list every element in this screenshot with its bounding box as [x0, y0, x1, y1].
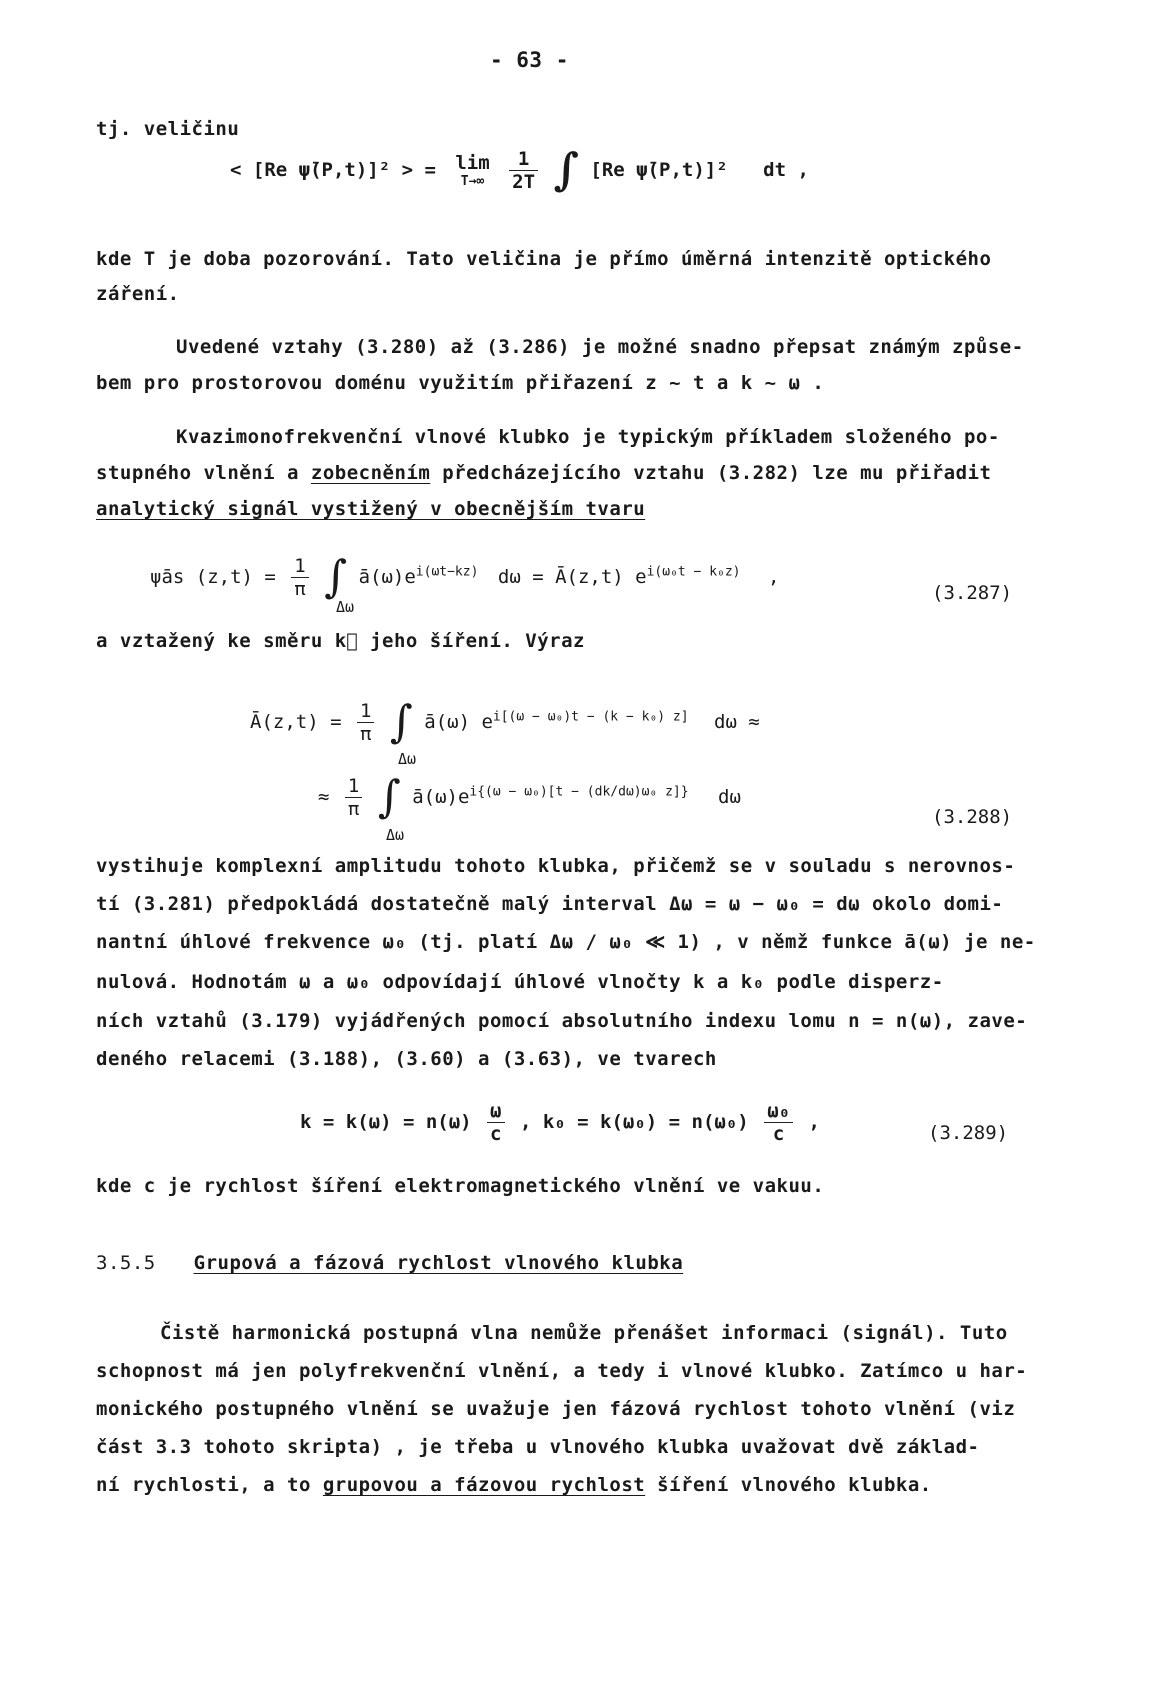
- para7-line2: schopnost má jen polyfrekvenční vlnění, a tedy i vlnové klubko. Zatímco u har-: [96, 1360, 1028, 1382]
- eq287-number: (3.287): [932, 582, 1013, 604]
- eq287-tail: ,: [767, 566, 780, 588]
- eq289-text1: k = k(ω) = n(ω): [300, 1111, 472, 1133]
- equation-time-average: [230, 144, 809, 196]
- eq-integrand: [Re ψ̄(P,t)]²: [590, 159, 728, 181]
- equation-3-287: [150, 551, 780, 603]
- eq288-frac-num-2: 1: [345, 775, 362, 798]
- equation-3-288-line2: [318, 771, 741, 823]
- eq288-number: (3.288): [932, 806, 1013, 828]
- equation-3-288-line1: [250, 696, 760, 748]
- section-title: Grupová a fázová rychlost vlnového klubka: [193, 1252, 684, 1274]
- para6-line: kde c je rychlost šíření elektromagnetického vlnění ve vakuu.: [96, 1175, 825, 1197]
- para7-line5: [96, 1474, 932, 1496]
- para5-line3: nantní úhlové frekvence ω₀ (tj. platí Δω / ω₀ ≪ 1) , v němž funkce ā(ω) je ne-: [96, 931, 1036, 953]
- para5-line4: nulová. Hodnotám ω a ω₀ odpovídají úhlové vlnočty k a k₀ podle disperz-: [96, 971, 944, 993]
- para2-line1: Uvedené vztahy (3.280) až (3.286) je možné snadno přepsat známým způse-: [176, 336, 1024, 358]
- eq287-frac-den: π: [294, 578, 306, 600]
- eq-lim: lim: [455, 152, 490, 174]
- equation-3-289: [300, 1100, 820, 1145]
- eq289-f1-num: ω: [487, 1100, 504, 1123]
- eq-dt: dt ,: [763, 159, 809, 181]
- section-number: 3.5.5: [96, 1252, 156, 1274]
- para3-line2-pre: stupného vlnění a: [96, 462, 311, 484]
- integral-sign: ∫: [553, 144, 579, 196]
- eq289-number: (3.289): [928, 1122, 1009, 1144]
- para3-line2-post: předcházejícího vztahu (3.282) lze mu přiřadit: [430, 462, 992, 484]
- para7-line5-underlined: grupovou a fázovou rychlost: [322, 1474, 646, 1496]
- para4-line: a vztažený ke směru k⃗ jeho šíření. Výraz: [96, 630, 585, 652]
- eq288-frac-den: π: [359, 723, 372, 745]
- integral-sign: ∫: [377, 771, 401, 823]
- eq288-fraction-2: [345, 775, 362, 820]
- para5-line1: vystihuje komplexní amplitudu tohoto klubka, přičemž se v souladu s nerovnos-: [96, 855, 1016, 877]
- para7-line4: část 3.3 tohoto skripta) , je třeba u vlnového klubka uvažovat dvě základ-: [96, 1436, 980, 1458]
- page-number: - 63 -: [490, 48, 569, 72]
- para3-line2: [96, 462, 991, 484]
- eq289-text2: , k₀ = k(ω₀) = n(ω₀): [519, 1111, 749, 1133]
- para5-line2: tí (3.281) předpokládá dostatečně malý interval Δω = ω − ω₀ = dω okolo domi-: [96, 893, 1004, 915]
- eq288-fraction-1: [357, 700, 374, 745]
- section-heading: [96, 1252, 683, 1274]
- eq288-d2: dω: [718, 786, 741, 808]
- eq288-delta-omega-1: Δω: [398, 750, 417, 768]
- eq289-fraction-2: [764, 1100, 793, 1145]
- eq288-approx: ≈: [318, 786, 330, 808]
- eq288-d1: dω ≈: [714, 711, 760, 733]
- eq289-fraction-1: [487, 1100, 504, 1145]
- eq-lim-sub: T→∞: [460, 174, 485, 189]
- para7-line5-pre: ní rychlosti, a to: [96, 1474, 323, 1496]
- eq287-fraction: [291, 555, 308, 600]
- eq-fraction: [509, 148, 538, 193]
- eq289-f2-num: ω₀: [764, 1100, 793, 1123]
- para3-line1: Kvazimonofrekvenční vlnové klubko je typickým příkladem složeného po-: [176, 426, 1000, 448]
- eq287-frac-num: 1: [291, 555, 308, 578]
- eq288-integrand1: ā(ω) e: [424, 711, 493, 733]
- eq288-exp2: i{(ω − ω₀)[t − (dk/dω)ω₀ z]}: [469, 784, 689, 800]
- integral-sign: ∫: [389, 696, 413, 748]
- eq-lhs: < [Re ψ̄(P,t)]² > =: [230, 159, 436, 181]
- para7-line5-post: šíření vlnového klubka.: [645, 1474, 932, 1496]
- eq287-lhs: ψ̄as (z,t) =: [150, 566, 276, 588]
- para3-line3: analytický signál vystižený v obecnějším tvaru: [96, 498, 646, 520]
- para1-line1: kde T je doba pozorování. Tato veličina je přímo úměrná intenzitě optického: [96, 248, 992, 270]
- para7-line1: Čistě harmonická postupná vlna nemůže přenášet informaci (signál). Tuto: [160, 1322, 1008, 1344]
- eq288-frac-den-2: π: [347, 798, 360, 820]
- eq289-f1-den: c: [490, 1123, 502, 1145]
- eq289-tail: ,: [808, 1111, 820, 1133]
- para5-line5: ních vztahů (3.179) vyjádřených pomocí absolutního indexu lomu n = n(ω), zave-: [96, 1010, 1028, 1032]
- para1-line2: záření.: [96, 283, 180, 305]
- eq-frac-den: 2T: [512, 171, 536, 193]
- para2-line2: bem pro prostorovou doménu využitím přiřazení z ~ t a k ~ ω .: [96, 372, 825, 394]
- para7-line3: monického postupného vlnění se uvažuje jen fázová rychlost tohoto vlnění (viz: [96, 1398, 1016, 1420]
- para3-line2-underlined: zobecněním: [310, 462, 431, 484]
- eq287-delta-omega: Δω: [336, 598, 355, 616]
- eq288-lhs: Ā(z,t) =: [250, 711, 342, 733]
- eq-frac-num: 1: [509, 148, 538, 171]
- para5-line6: deného relacemi (3.188), (3.60) a (3.63), ve tvarech: [96, 1048, 717, 1070]
- integral-sign: ∫: [324, 551, 348, 603]
- eq287-exp2: i(ω₀t − k₀z): [646, 564, 741, 580]
- eq287-mid: dω = Ā(z,t) e: [497, 566, 647, 588]
- intro-line: tj. veličinu: [96, 118, 240, 140]
- eq288-exp1: i[(ω − ω₀)t − (k − k₀) z]: [492, 709, 689, 725]
- eq289-f2-den: c: [772, 1123, 785, 1145]
- eq288-delta-omega-2: Δω: [386, 826, 405, 844]
- eq288-frac-num: 1: [357, 700, 374, 723]
- eq287-exp: i(ωt−kz): [415, 564, 479, 580]
- eq288-integrand2: ā(ω)e: [412, 786, 470, 808]
- eq287-integrand: ā(ω)e: [358, 566, 416, 588]
- eq-limit: [455, 152, 489, 189]
